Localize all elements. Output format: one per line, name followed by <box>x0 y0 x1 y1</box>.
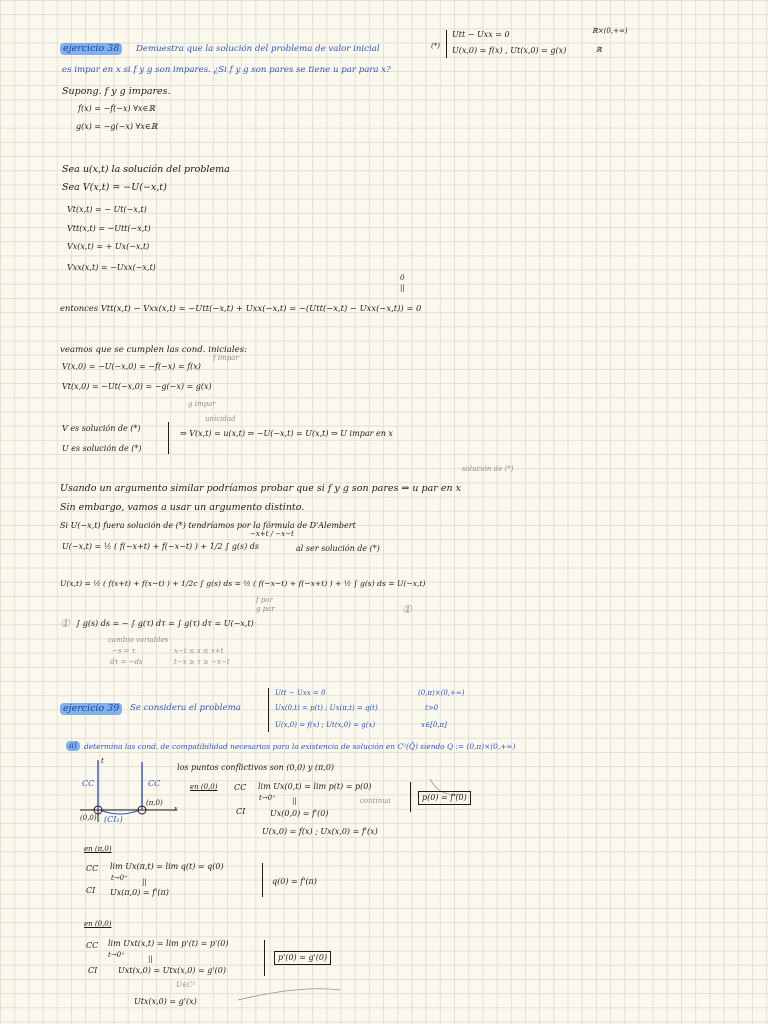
box-3: p'(0) = g'(0) <box>274 951 331 965</box>
diagram-initial-curve <box>100 810 140 814</box>
brace-3 <box>264 940 265 976</box>
ex38-statement-2: es impar en x si f y g son impares. ¿Si f y g son pares se tiene u par para x? <box>62 65 391 75</box>
cambio-1: −s = τ <box>112 647 136 655</box>
gprime0-line: Uxt(x,0) = Utx(x,0) = g'(0) <box>118 966 226 975</box>
diagram-x-label: x <box>174 805 178 813</box>
cc-label-1: CC <box>234 783 247 792</box>
g-odd-line: g(x) = −g(−x) ∀x∈ℝ <box>76 122 158 131</box>
unicidad-note: unicidad <box>205 415 236 423</box>
brace-1 <box>410 782 411 812</box>
vtt-line: Vtt(x,t) = −Utt(−x,t) <box>67 224 151 233</box>
v-solution-line: V es solución de (*) <box>62 424 141 433</box>
ex38-domain-1: ℝ×(0,+∞) <box>592 27 628 35</box>
ex39-system-2: Ux(0,t) = p(t) ; Ux(π,t) = q(t) <box>275 704 378 712</box>
uc2-note: U∈C² <box>176 981 196 989</box>
limit-p2-line: lim Uxt(x,t) = lim p'(t) = p'(0) <box>108 939 229 948</box>
part-a-label: a) <box>66 741 80 751</box>
conflict-line: los puntos conflictivos son (0,0) y (π,0) <box>177 763 335 772</box>
ex39-domain-3: x∈[0,π] <box>421 721 447 729</box>
cambio-note: cambio variables <box>108 636 169 644</box>
box-2: q(0) = f'(π) <box>272 877 317 886</box>
limit-q-line: lim Ux(π,t) = lim q(t) = q(0) <box>110 862 224 871</box>
diagram-00-label: (0,0) <box>80 814 97 822</box>
ex38-badge: ejercicio 38 <box>60 43 122 55</box>
en00-heading: en (0,0) <box>190 783 218 791</box>
v0-line: V(x,0) = −U(−x,0) = −f(−x) = f(x) <box>62 362 201 371</box>
dalembert-2-line: U(x,t) = ½ ( f(x+t) + f(x−t) ) + 1/2c ∫ g(s) ds = ½ ( f(−x−t) + f(−x+t) ) + ½ ∫ g(s) ds = U(−x,t) <box>60 579 426 588</box>
cc-label-2: CC <box>86 864 99 873</box>
brace-2 <box>262 863 263 897</box>
f-impar-note: f impar <box>213 354 239 362</box>
si-u-line: Si U(−x,t) fuera solución de (*) tendríamos por la fórmula de D'Alembert <box>60 521 356 530</box>
diagram-ci-label: (CI₁) <box>104 815 123 824</box>
suppose-line: Supong. f y g impares. <box>62 86 171 97</box>
ex38-statement-1: Demuestra que la solución del problema de valor inicial <box>136 44 380 54</box>
diagram-cc-left: CC <box>82 779 95 788</box>
vt-line: Vt(x,t) = − Ut(−x,t) <box>67 205 147 214</box>
ci-label-3: CI <box>88 966 98 975</box>
u-solution-line: U es solución de (*) <box>62 444 142 453</box>
verify-line: veamos que se cumplen las cond. iniciales: <box>60 345 248 355</box>
diagram-pi0-label: (π,0) <box>146 799 163 807</box>
al-ser-line: al ser solución de (*) <box>296 544 380 553</box>
continua-note-1: continua <box>360 797 391 805</box>
parallel-3: || <box>148 955 153 963</box>
cambio-3: x−t ≤ s ≤ x+t <box>174 647 224 655</box>
ex38-domain-2: ℝ <box>596 46 602 54</box>
en00-b-heading: en (0,0) <box>84 920 112 928</box>
solution-note: solución de (*) <box>462 465 514 473</box>
fprime0-line: Ux(0,0) = f'(0) <box>270 809 329 818</box>
fprime-pi-line: Ux(π,0) = f'(π) <box>110 888 169 897</box>
vxx-line: Vxx(x,t) = −Uxx(−x,t) <box>67 263 156 272</box>
ex39-system-3: U(x,0) = f(x) ; Ut(x,0) = g(x) <box>275 721 376 729</box>
dalembert-1-line: U(−x,t) = ½ ( f(−x+t) + f(−x−t) ) + 1/2 ∫ g(s) ds <box>62 542 259 551</box>
parallel-2: || <box>142 878 147 886</box>
ci-label-2: CI <box>86 886 96 895</box>
f-par-note: f par <box>256 596 273 604</box>
integral-line: ∫ g(s) ds = − ∫ g(τ) dτ = ∫ g(τ) dτ = U(−x,t) <box>76 619 254 628</box>
utx-line: Utx(x,0) = g'(x) <box>134 997 197 1006</box>
vx-line: Vx(x,t) = + Ux(−x,t) <box>67 242 150 251</box>
usando-line: Usando un argumento similar podríamos probar que si f y g son pares ⇒ u par en x <box>60 483 461 494</box>
ex39-badge: ejercicio 39 <box>60 703 122 715</box>
enpi0-heading: en (π,0) <box>84 845 112 853</box>
parallel-1: || <box>292 797 297 805</box>
sin-embargo-line: Sin embargo, vamos a usar un argumento distinto. <box>60 502 305 513</box>
part-a-statement: determina las cond. de compatibilidad necesarias para la existencia de solución en C²(Q̄) siendo Q := (0,π)×(0,+∞) <box>84 742 516 751</box>
sea-u-line: Sea u(x,t) la solución del problema <box>62 164 230 175</box>
t-to-0-3: t→0⁺ <box>108 951 125 959</box>
ex39-domain-1: (0,π)×(0,+∞) <box>418 689 465 697</box>
ex38-system-1: Utt − Uxx = 0 <box>452 30 510 39</box>
t-to-0-2: t→0⁺ <box>111 874 128 882</box>
dalembert-1-limits: −x+t / −x−t <box>250 530 294 538</box>
ex39-statement: Se considera el problema <box>130 703 241 713</box>
circle-a-note: ① <box>402 603 412 616</box>
zero-note: 0 <box>400 274 405 282</box>
cambio-4: t−x ≥ τ ≥ −x−t <box>174 658 230 666</box>
f-odd-line: f(x) = −f(−x) ∀x∈ℝ <box>78 104 156 113</box>
cambio-2: dτ = −ds <box>110 658 143 666</box>
ex39-system-1: Utt − Uxx = 0 <box>275 689 326 697</box>
box-1: p(0) = f'(0) <box>418 791 471 805</box>
limit-p-line: lim Ux(0,t) = lim p(t) = p(0) <box>258 782 372 791</box>
zero-parallel: || <box>400 284 405 292</box>
ci-label-1: CI <box>236 807 246 816</box>
circle-a-marker: ① <box>60 617 70 630</box>
ux-relation-line: U(x,0) = f(x) ; Ux(x,0) = f'(x) <box>262 827 378 836</box>
cc-label-3: CC <box>86 941 99 950</box>
t-to-0-1: t→0⁺ <box>259 794 276 802</box>
vt0-line: Vt(x,0) = −Ut(−x,0) = −g(−x) = g(x) <box>62 382 212 391</box>
g-impar-note: g impar <box>188 400 216 408</box>
diagram-cc-right: CC <box>148 779 161 788</box>
entonces-line: entonces Vtt(x,t) − Vxx(x,t) = −Utt(−x,t) + Uxx(−x,t) = −(Utt(−x,t) − Uxx(−x,t)) = 0 <box>60 303 422 313</box>
ex38-system-2: U(x,0) = f(x) , Ut(x,0) = g(x) <box>452 46 567 55</box>
ex38-tag: (*) <box>431 42 440 50</box>
ex39-domain-2: t>0 <box>425 704 439 712</box>
diagram-t-label: t <box>101 757 104 765</box>
sea-v-line: Sea V(x,t) = −U(−x,t) <box>62 182 167 193</box>
implication-line: ⇒ V(x,t) = u(x,t) ⇒ −U(−x,t) = U(x,t) ⇒ U impar en x <box>180 429 393 438</box>
g-par-note: g par <box>256 605 275 613</box>
